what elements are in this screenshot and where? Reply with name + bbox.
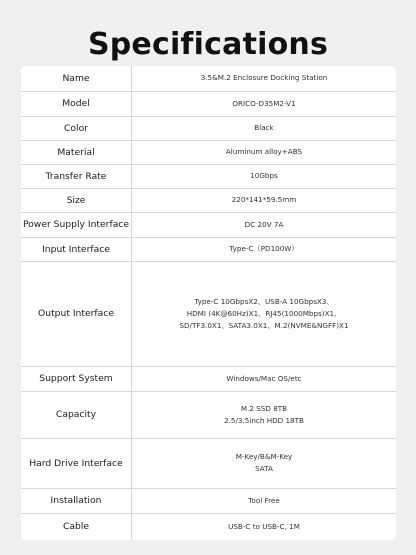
table-row <box>21 391 396 438</box>
spec-label-input-interface: Input Interface <box>21 237 132 261</box>
spec-label-power-supply: Power Supply Interface <box>21 212 132 237</box>
spec-value-transfer-rate <box>132 164 397 188</box>
spec-value-line: SATA <box>255 464 273 473</box>
spec-value-support-system <box>132 366 397 391</box>
spec-value-line: DC 20V 7A <box>244 219 284 229</box>
spec-value-line: M-Key/B&M-Key <box>235 452 293 461</box>
spec-value-line: Tool Free <box>248 495 280 505</box>
spec-value-material <box>132 140 397 164</box>
table-row <box>21 261 396 366</box>
spec-value-line: HDMI (4K@60Hz)X1、RJ45(1000Mbps)X1、 <box>186 308 342 318</box>
spec-value-line: USB-C to USB-C, 1M <box>228 521 300 531</box>
spec-value-cable <box>132 513 397 540</box>
page-title: Specifications <box>87 27 329 62</box>
table-row <box>21 116 396 140</box>
spec-value-line: 3.5&M.2 Enclosure Docking Station <box>200 73 328 83</box>
table-row <box>21 366 396 391</box>
table-row <box>21 488 396 513</box>
table-row <box>21 188 396 212</box>
spec-value-color <box>132 116 397 140</box>
spec-value-line: SD/TF3.0X1、SATA3.0X1、M.2(NVME&NGFF)X1 <box>179 320 349 330</box>
table-row <box>21 164 396 188</box>
spec-table <box>21 66 396 540</box>
spec-label-model: Model <box>21 91 132 116</box>
spec-value-line: Type-C（PD100W） <box>229 244 299 253</box>
spec-value-line: Type-C 10GbpsX2、USB-A 10GbpsX3、 <box>194 296 334 306</box>
spec-label-size: Size <box>21 188 132 212</box>
spec-value-line: Black <box>254 123 274 132</box>
spec-label-transfer-rate: Transfer Rate <box>21 164 132 188</box>
spec-label-output-interface: Output Interface <box>21 261 132 366</box>
spec-label-support-system: Support System <box>21 366 132 391</box>
spec-value-line: ORICO-D35M2-V1 <box>232 98 296 108</box>
spec-value-name <box>132 66 397 91</box>
table-row <box>21 140 396 164</box>
spec-label-capacity: Capacity <box>21 391 132 438</box>
spec-value-line: Windows/Mac OS/etc <box>226 373 302 383</box>
spec-label-installation: Installation <box>21 488 132 513</box>
spec-value-power-supply <box>132 212 397 237</box>
spec-value-model <box>132 91 397 116</box>
spec-label-cable: Cable <box>21 513 132 540</box>
spec-value-line: Aluminum alloy+ABS <box>225 147 303 156</box>
spec-value-line: 2.5/3.5inch HDD 18TB <box>224 415 304 425</box>
spec-value-hard-drive-interface <box>132 438 397 488</box>
table-row <box>21 212 396 237</box>
spec-label-hard-drive-interface: Hard Drive Interface <box>21 438 132 488</box>
spec-value-input-interface <box>132 237 397 261</box>
table-row <box>21 513 396 540</box>
spec-value-line: M.2 SSD 8TB <box>240 403 288 413</box>
table-row <box>21 66 396 91</box>
spec-value-installation <box>132 488 397 513</box>
spec-value-line: 220*141*59.5mm <box>231 195 297 204</box>
spec-value-line: 10Gbps <box>250 171 278 180</box>
spec-label-material: Material <box>21 140 132 164</box>
table-row <box>21 91 396 116</box>
spec-value-capacity <box>132 391 397 438</box>
spec-table-card <box>21 66 396 540</box>
spec-label-name: Name <box>21 66 132 91</box>
spec-value-output-interface <box>132 261 397 366</box>
spec-label-color: Color <box>21 116 132 140</box>
spec-value-size <box>132 188 397 212</box>
table-row <box>21 438 396 488</box>
table-row <box>21 237 396 261</box>
